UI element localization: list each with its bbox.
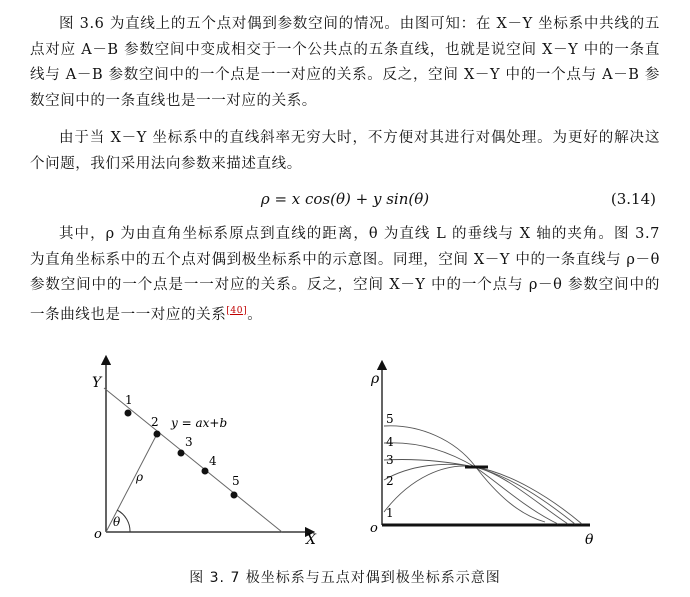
- point-2: [154, 431, 161, 438]
- figure-3-7: [0, 340, 690, 560]
- curve-label-4: 4: [386, 435, 394, 449]
- curve-label-1: 1: [386, 506, 394, 520]
- line-l: [104, 388, 282, 532]
- cartesian-diagram: [92, 360, 317, 548]
- polar-origin-label: o: [370, 521, 378, 536]
- paragraph-polar-dual-text: 其中，ρ 为由直角坐标系原点到直线的距离，θ 为直线 L 的垂线与 X 轴的夹角。图 3.7 为直角坐标系中的五个点对偶到极坐标系中的示意图。同理，空间 X－Y 中的一条直线与 ρ－θ 参数空间中的一个点是一一对应的关系。反之，空间 X－Y 中的一个点与 ρ－θ 参数空间中的一条曲线也是一一对应的关系: [30, 226, 660, 323]
- curve-label-5: 5: [386, 412, 394, 426]
- curve-label-2: 2: [386, 474, 394, 488]
- citation-link[interactable]: [40]: [226, 305, 248, 316]
- theta-label: θ: [113, 515, 121, 529]
- point-label-2: 2: [151, 415, 159, 429]
- point-5: [231, 492, 238, 499]
- x-axis-label: X: [306, 532, 316, 548]
- rho-axis-label: ρ: [371, 371, 380, 387]
- point-label-1: 1: [125, 393, 133, 407]
- rho-label: ρ: [136, 470, 144, 484]
- point-3: [178, 450, 185, 457]
- theta-axis-label: θ: [585, 532, 594, 548]
- curve-4: [384, 443, 558, 524]
- origin-label: o: [94, 527, 102, 542]
- line-equation-label: y = ax+b: [171, 416, 228, 430]
- curve-label-3: 3: [386, 453, 394, 467]
- polar-diagram: [370, 365, 594, 548]
- point-label-3: 3: [185, 435, 193, 449]
- curve-2: [384, 464, 575, 524]
- equation-number: (3.14): [610, 190, 656, 208]
- paragraph-polar-dual: [30, 222, 660, 328]
- point-1: [125, 410, 132, 417]
- point-4: [202, 468, 209, 475]
- y-axis-label: Y: [92, 375, 102, 391]
- paragraph-hough-lines: 图 3.6 为直线上的五个点对偶到参数空间的情况。由图可知：在 X－Y 坐标系中共线的五点对应 A－B 参数空间中变成相交于一个公共点的五条直线，也就是说空间 X－Y 中的一条直线与 A－B 参数空间中的一个点是一一对应的关系。反之，空间 X－Y 中的一个点与 A－B 参数空间中的一条直线也是一一对应的关系。: [30, 16, 660, 109]
- figure-caption: 图 3. 7 极坐标系与五点对偶到极坐标系示意图: [189, 570, 501, 586]
- equation-3-14: [0, 190, 690, 216]
- paragraph-normal-parameters: 由于当 X－Y 坐标系中的直线斜率无穷大时，不方便对其进行对偶处理。为更好的解决这个问题，我们采用法向参数来描述直线。: [30, 130, 660, 172]
- equation-formula: ρ = x cos(θ) + y sin(θ): [260, 190, 430, 208]
- curve-1: [384, 466, 582, 524]
- point-label-5: 5: [232, 474, 240, 488]
- paragraph-polar-dual-end: 。: [247, 306, 263, 323]
- curve-5: [384, 426, 545, 522]
- point-label-4: 4: [209, 454, 217, 468]
